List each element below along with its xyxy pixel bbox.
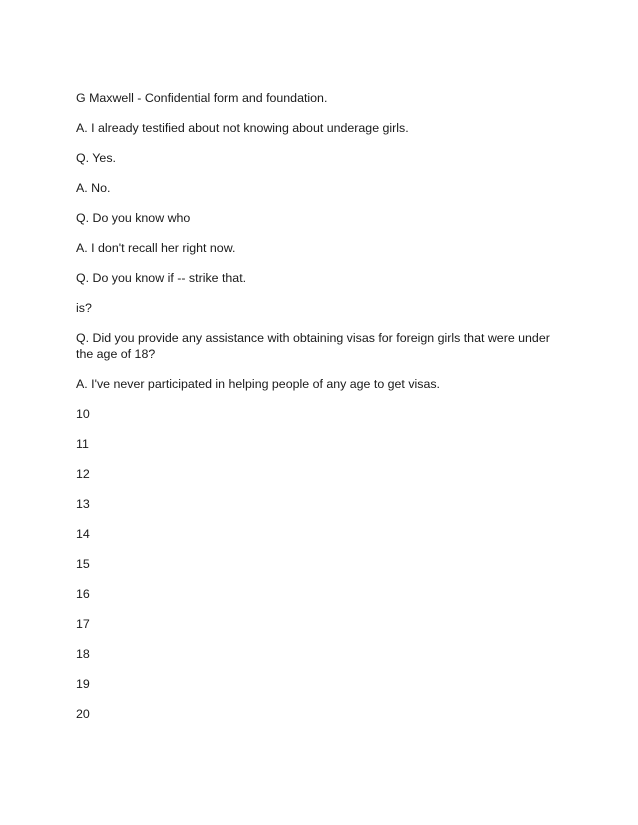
transcript-paragraph: Q. Yes. <box>76 151 116 165</box>
transcript-paragraph: Q. Do you know if -- strike that. <box>76 271 247 285</box>
transcript-paragraph: A. No. <box>76 181 111 195</box>
transcript-paragraph: A. I don't recall her right now. <box>76 241 236 255</box>
line-number: 15 <box>76 557 90 571</box>
transcript-paragraph: G Maxwell - Confidential form and foundation. <box>76 91 328 105</box>
line-number: 12 <box>76 467 90 481</box>
line-number: 19 <box>76 677 90 691</box>
line-number: 11 <box>76 437 89 451</box>
transcript-paragraph: Q. Did you provide any assistance with obtaining visas for foreign girls that were under the age of 18? <box>76 331 550 361</box>
transcript-paragraph: A. I already testified about not knowing about underage girls. <box>76 121 409 135</box>
line-number: 13 <box>76 497 90 511</box>
line-number: 20 <box>76 707 90 721</box>
line-number: 17 <box>76 617 90 631</box>
transcript-paragraph: is? <box>76 301 92 315</box>
line-number: 10 <box>76 407 90 421</box>
transcript-paragraph: Q. Do you know who <box>76 211 191 225</box>
transcript-body <box>76 90 566 736</box>
transcript-paragraph: A. I've never participated in helping people of any age to get visas. <box>76 377 440 391</box>
line-number: 16 <box>76 587 90 601</box>
line-number: 18 <box>76 647 90 661</box>
line-number: 14 <box>76 527 90 541</box>
